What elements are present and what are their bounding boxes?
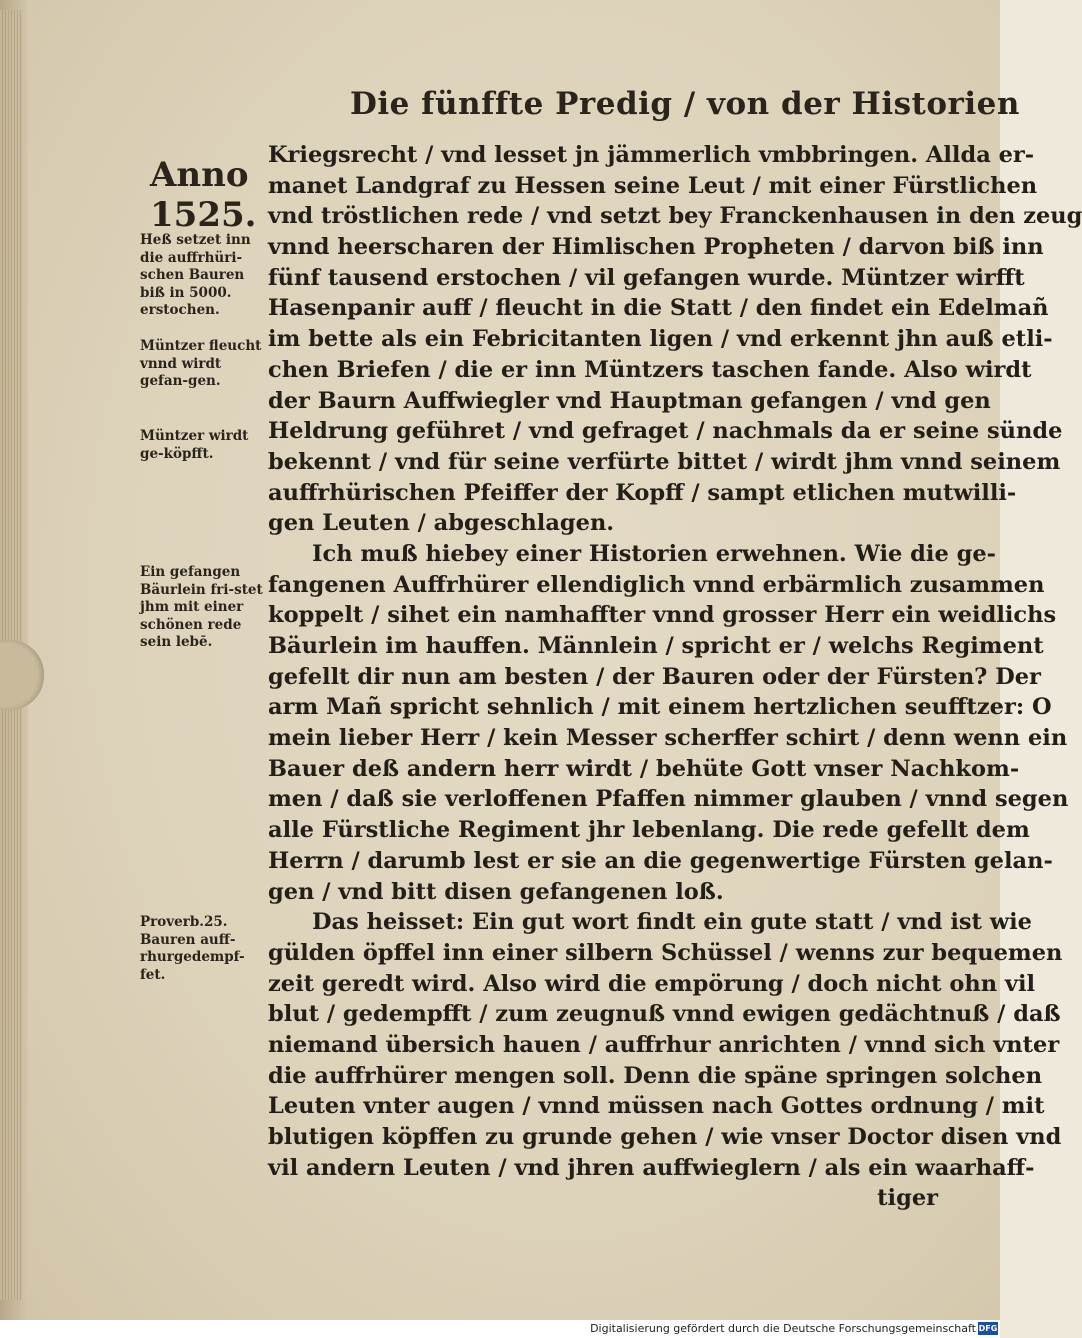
- catchword: tiger: [877, 1185, 938, 1212]
- text-line: Ich muß hiebey einer Historien erwehnen. Wie die ge-: [312, 540, 996, 567]
- anno-label: Anno: [150, 155, 249, 195]
- text-line: koppelt / sihet ein namhaffter vnnd grosser Herr ein weidlichs: [268, 602, 1057, 629]
- text-line: auffrhürischen Pfeiffer der Kopff / sampt etlichen mutwilli-: [268, 479, 1017, 506]
- text-line: bekennt / vnd für seine verfürte bittet / wirdt jhm vnnd seinem: [268, 448, 1061, 475]
- text-line: im bette als ein Febricitanten ligen / vnd erkennt jhn auß etli-: [268, 326, 1053, 353]
- text-line: Hasenpanir auff / fleucht in die Statt / den findet ein Edelmañ: [268, 295, 1049, 322]
- text-line: Bauer deß andern herr wirdt / behüte Gott vnser Nachkom-: [268, 755, 1020, 782]
- text-line: zeit geredt wird. Also wird die empörung / doch nicht ohn vil: [268, 970, 1036, 997]
- text-line: blutigen köpffen zu grunde gehen / wie vnser Doctor disen vnd: [268, 1124, 1062, 1150]
- margin-note: Müntzer fleucht vnnd wirdt gefan-gen.: [140, 338, 262, 389]
- text-line: Herrn / darumb lest er sie an die gegenwertige Fürsten gelan-: [268, 847, 1053, 874]
- text-line: die auffrhürer mengen soll. Denn die späne springen solchen: [268, 1062, 1043, 1089]
- text-line: chen Briefen / die er inn Müntzers taschen fande. Also wirdt: [268, 356, 1032, 383]
- margin-note: Müntzer wirdt ge-köpfft.: [140, 428, 249, 462]
- text-line: fünf tausend erstochen / vil gefangen wurde. Müntzer wirfft: [268, 264, 1025, 291]
- margin-note: Proverb.25. Bauren auff-rhurgedempf-fet.: [140, 914, 245, 983]
- text-line: mein lieber Herr / kein Messer scherffer schirt / denn wenn ein: [268, 725, 1068, 752]
- text-line: gülden öpffel inn einer silbern Schüssel / wenns zur bequemen: [268, 939, 1063, 966]
- text-line: arm Mañ spricht sehnlich / mit einem hertzlichen seufftzer: O: [268, 694, 1052, 721]
- text-line: gen / vnd bitt disen gefangenen loß.: [268, 878, 724, 905]
- text-line: men / daß sie verloffenen Pfaffen nimmer glauben / vnnd segen: [268, 786, 1069, 813]
- text-line: Bäurlein im hauffen. Männlein / spricht er / welchs Regiment: [268, 633, 1044, 659]
- text-line: gefellt dir nun am besten / der Bauren oder der Fürsten? Der: [268, 663, 1041, 690]
- text-line: Das heisset: Ein gut wort findt ein gute statt / vnd ist wie: [312, 909, 1032, 936]
- dfg-logo-icon: DFG: [978, 1324, 998, 1333]
- body-text: [268, 140, 1082, 1214]
- margin-note: Ein gefangen Bäurlein fri-stet jhm mit einer schönen rede sein lebē.: [140, 564, 263, 650]
- text-line: niemand übersich hauen / auffrhur anrichten / vnnd sich vnter: [268, 1031, 1060, 1058]
- funding-credit: Digitalisierung gefördert durch die Deutsche Forschungsgemeinschaft: [590, 1322, 976, 1335]
- text-line: Kriegsrecht / vnd lesset jn jämmerlich vmbbringen. Allda er-: [268, 142, 1035, 168]
- text-line: manet Landgraf zu Hessen seine Leut / mit einer Fürstlichen: [268, 172, 1038, 199]
- text-line: Heldrung geführet / vnd gefraget / nachmals da er seine sünde: [268, 418, 1063, 445]
- text-line: gen Leuten / abgeschlagen.: [268, 510, 615, 537]
- text-line: alle Fürstliche Regiment jhr lebenlang. Die rede gefellt dem: [268, 817, 1030, 844]
- digitization-footer: [0, 1320, 1000, 1338]
- text-line: fangenen Auffrhürer ellendiglich vnnd erbärmlich zusammen: [268, 571, 1045, 598]
- text-line: vnnd heerscharen der Himlischen Propheten / darvon biß inn: [268, 234, 1044, 261]
- margin-note: Heß setzet inn die auffrhüri-schen Bauren biß in 5000. erstochen.: [140, 232, 251, 318]
- running-head: Die fünffte Predig / von der Historien: [350, 86, 1020, 122]
- year-marker: [150, 155, 257, 235]
- text-line: vnd tröstlichen rede / vnd setzt bey Franckenhausen in den zeug: [268, 203, 1082, 230]
- text-line: blut / gedempfft / zum zeugnuß vnnd ewigen gedächtnuß / daß: [268, 1001, 1061, 1028]
- anno-year: 1525.: [150, 195, 257, 235]
- text-line: vil andern Leuten / vnd jhren auffwieglern / als ein waarhaff-: [268, 1154, 1035, 1181]
- text-line: der Baurn Auffwiegler vnd Hauptman gefangen / vnd gen: [268, 387, 991, 414]
- text-line: Leuten vnter augen / vnnd müssen nach Gottes ordnung / mit: [268, 1093, 1045, 1120]
